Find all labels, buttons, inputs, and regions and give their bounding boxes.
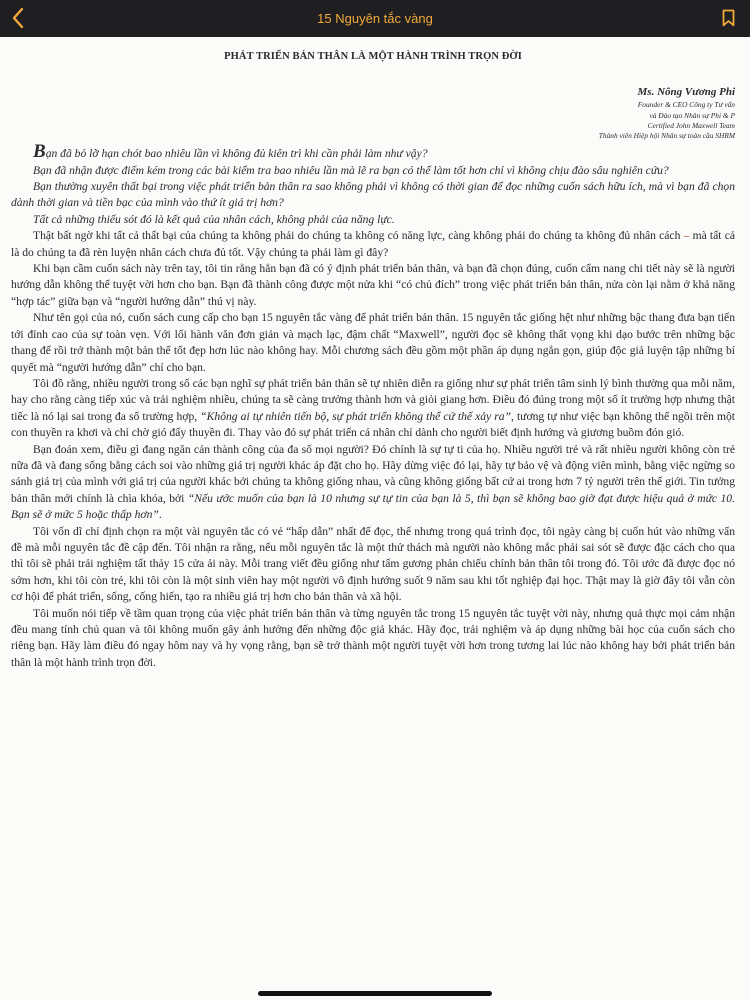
paragraph-6: Tôi vốn dĩ chỉ định chọn ra một vài nguyên tắc có vẻ “hấp dẫn” nhất để đọc, thế nhưng trong quá trình đọc, tôi ngày càng bị cuốn hút vào những vấn đề mà mỗi nguyên tắc đề cập đến. Tôi nhận ra rằng, nếu mỗi nguyên tắc là một thử thách mà người nào không mắc phải sai sót sẽ được đặc cách cho qua thì tôi sẽ phải trải nghiệm tất thảy 15 cửa ải này. Mỗi trang viết đều giống như tấm gương phản chiếu chính bản thân tôi trong đó. Tôi ước đã được đọc nó sớm hơn, khi tôi còn trẻ, khi tôi còn là một sinh viên hay một người vô định hướng suốt 9 năm sau khi tốt nghiệp đại học. Thật may là giờ đây tôi vẫn còn cơ hội để phát triển, sống, cống hiến, tạo ra nhiều giá trị hơn cho bản thân và xã hội. xyxy=(11,524,735,604)
author-role-1: Founder & CEO Công ty Tư vấn xyxy=(637,100,735,110)
author-name: Ms. Nông Vương Phi xyxy=(637,86,735,99)
paragraph-5 xyxy=(11,442,735,524)
drop-cap: B xyxy=(33,141,46,163)
intro-question-2: Bạn đã nhận được điểm kém trong các bài kiểm tra bao nhiêu lần mà lẽ ra bạn có thể làm tốt hơn chỉ vì không chịu đào sâu nghiên cứu? xyxy=(33,163,669,177)
author-role-3: Certified John Maxwell Team xyxy=(647,120,735,130)
paragraph-5-quote: “Nếu ước muốn của bạn là 10 nhưng sự tự tin của bạn là 5, thì bạn sẽ không bao giờ đạt được hiệu quả ở mức 10. Bạn sẽ ở mức 5 hoặc thấp hơn” xyxy=(11,491,735,522)
paragraph-1-part-a: Thật bất ngờ khi tất cả thất bại của chúng ta không phải do chúng ta không có năng lực, càng không phải do chúng ta không đủ nhân cách xyxy=(33,229,684,243)
paragraph-7: Tôi muốn nói tiếp về tầm quan trọng của việc phát triển bản thân và từng nguyên tắc trong 15 nguyên tắc tuyệt vời này, nhưng quả thực mọi cảm nhận đều mang tính chủ quan và tôi không muốn gây ảnh hưởng đến những độc giả khác. Hãy đọc, trải nghiệm và áp dụng những bài học của cuốn sách cho riêng bạn. Hãy làm điều đó ngay hôm nay và hy vọng rằng, bạn sẽ trở thành một người tuyệt vời hơn trong tương lai lúc nào không hay bởi phát triển bản thân là một hành trình trọn đời. xyxy=(11,606,735,669)
paragraph-1-part-b: mà tất cả là do chúng ta đã rèn luyện nhân cách chưa đủ tốt. Vậy chúng ta phải làm gì đây? xyxy=(11,229,735,259)
author-block xyxy=(11,85,735,141)
bookmark-icon xyxy=(722,9,735,27)
paragraph-5-part-a: Bạn đoán xem, điều gì đang ngăn cản thành công của đa số mọi người? Đó chính là sự tự ti của họ. Nhiều người trẻ và rất nhiều người không còn trẻ nữa đã và đang sống bằng cách soi vào những giá trị người khác áp đặt cho họ. Hãy dừng việc đó lại, hãy tự bảo vệ và động viên mình, bằng việc ngừng so sánh giá trị của mình với giá trị của người khác bởi chúng ta không giống nhau, và cũng không giống bất cứ ai trong hơn 7 tỷ người trên thế giới. Tin tưởng bản thân mới chính là chìa khóa, bởi xyxy=(11,442,735,505)
document-body xyxy=(11,47,735,671)
intro-questions xyxy=(11,141,735,228)
paragraph-4-quote: “Không ai tự nhiên tiến bộ, sự phát triển không thể cứ thế xảy ra” xyxy=(200,409,511,423)
paragraph-2: Khi bạn cầm cuốn sách này trên tay, tôi tin rằng hẳn bạn đã có ý định phát triển bản thân, và bạn đã chọn đúng, cuốn cẩm nang chi tiết này sẽ là người hướng dẫn không thể tuyệt vời hơn cho bạn. Bạn đã thành công được một nửa khi “có chủ đích” trong việc phát triển bản thân, nửa còn lại nằm ở khả năng “hợp tác” giữa bạn và “người hướng dẫn” thú vị này. xyxy=(11,262,735,308)
paragraph-1-dash: – xyxy=(683,229,690,243)
bookmark-button[interactable] xyxy=(718,6,738,30)
page-content-area[interactable] xyxy=(0,37,750,1000)
intro-question-3: Bạn thường xuyên thất bại trong việc phát triển bản thân ra sao không phải vì không có thời gian để đọc những cuốn sách hữu ích, mà vì bạn đã chọn dành thời gian và tiền bạc của mình vào thứ ít giá trị hơn? xyxy=(11,180,735,210)
paragraph-4 xyxy=(11,376,735,442)
home-indicator[interactable] xyxy=(258,991,492,996)
intro-question-1 xyxy=(11,141,735,163)
paragraph-3: Như tên gọi của nó, cuốn sách cung cấp cho bạn 15 nguyên tắc vàng để phát triển bản thân. 15 nguyên tắc giống hệt như những bậc thang đưa bạn tiến tới đỉnh cao của sự toàn vẹn. Với lối hành văn đơn giản và mạch lạc, đậm chất “Maxwell”, người đọc sẽ không thất vọng khi dạo bước trên những bậc thang để rồi trở thành một bản thể tốt đẹp hơn lúc nào không hay. Mỗi chương sách đều gồm một phần áp dụng ngắn gọn, giúp độc giả luyện tập những bí quyết mà “người hướng dẫn” chỉ cho bạn. xyxy=(11,311,735,374)
author-role-2: và Đào tạo Nhân sự Phi & P xyxy=(649,110,735,120)
document-title: PHÁT TRIỂN BẢN THÂN LÀ MỘT HÀNH TRÌNH TRỌN ĐỜI xyxy=(224,51,522,62)
author-role-4: Thành viên Hiệp hội Nhân sự toàn cầu SHRM xyxy=(598,131,735,141)
top-navigation-bar xyxy=(0,0,750,37)
paragraph-1 xyxy=(11,228,735,261)
book-title: 15 Nguyên tắc vàng xyxy=(317,11,433,26)
intro-question-1-text: ạn đã bỏ lỡ hạn chót bao nhiêu lần vì không đủ kiên trì khi cần phải làm như vậy? xyxy=(45,147,428,161)
paragraph-4-part-a: Tôi đồ rằng, nhiều người trong số các bạn nghĩ sự phát triển bản thân sẽ tự nhiên diễn ra giống như sự phát triển tâm sinh lý bình thường qua mỗi năm, hay cho rằng càng tiếp xúc và trải nghiệm nhiều, chúng ta sẽ càng trưởng thành hơn và giỏi giang hơn. Điều đó đúng trong một số ít trường hợp nhưng thật tiếc là nó lại sai trong đa số trường hợp, xyxy=(11,376,735,423)
paragraph-4-part-b: , tương tự như việc bạn không thể ngồi trên một con thuyền ra khơi và chỉ chờ gió đẩy thuyền đi. Thay vào đó sự phát triển cá nhân chỉ dành cho người biết định hướng và giương buồm đón gió. xyxy=(11,409,736,440)
intro-question-4: Tất cả những thiếu sót đó là kết quả của nhân cách, không phải của năng lực. xyxy=(33,212,395,226)
paragraph-5-part-b: . xyxy=(158,508,162,522)
